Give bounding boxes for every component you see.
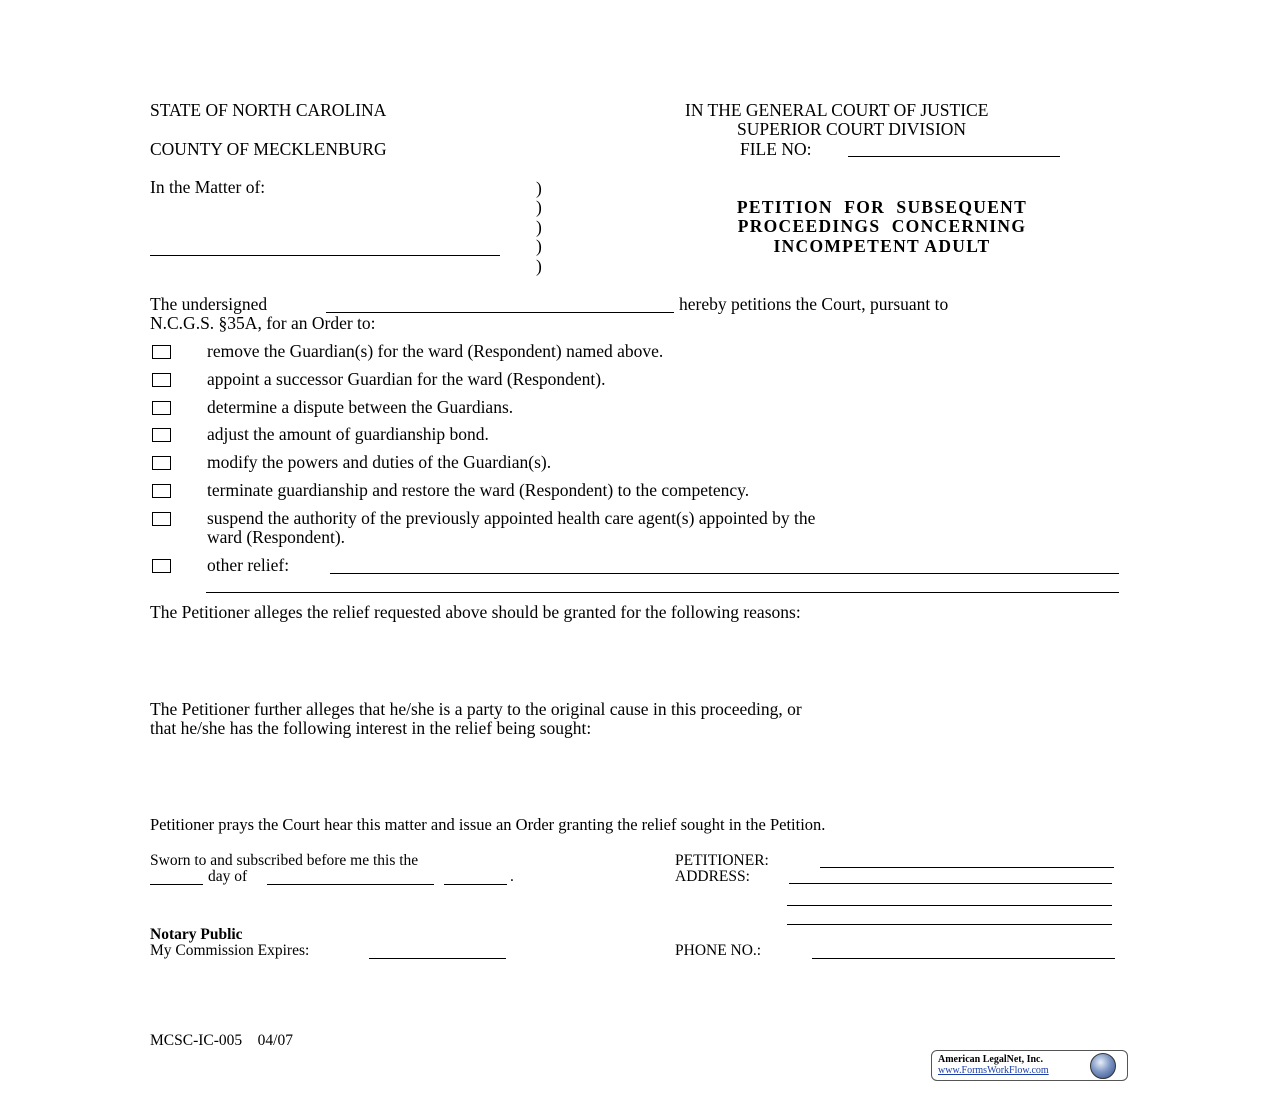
respondent-name-field[interactable] — [150, 255, 500, 256]
option-remove-guardian: remove the Guardian(s) for the ward (Respondent) named above. — [207, 341, 664, 361]
checkbox-other-relief[interactable] — [152, 559, 171, 573]
petitioner-label: PETITIONER: — [675, 852, 769, 869]
statute-text: N.C.G.S. §35A, for an Order to: — [150, 313, 376, 333]
interest-text-line1: The Petitioner further alleges that he/she is a party to the original cause in this proceeding, or — [150, 699, 802, 719]
petition-title-line: PETITION FOR SUBSEQUENT — [736, 197, 1028, 217]
prayer-text: Petitioner prays the Court hear this matter and issue an Order granting the relief sought in the Petition. — [150, 815, 826, 834]
address-label: ADDRESS: — [675, 868, 750, 885]
option-suspend-authority-cont: ward (Respondent). — [207, 527, 346, 547]
interest-text-line2: that he/she has the following interest in the relief being sought: — [150, 718, 592, 738]
option-adjust-bond: adjust the amount of guardianship bond. — [207, 424, 489, 444]
year-field[interactable] — [444, 884, 507, 885]
checkbox-remove-guardian[interactable] — [152, 345, 171, 359]
form-number: MCSC-IC-005 04/07 — [150, 1032, 293, 1049]
petitions-text: hereby petitions the Court, pursuant to — [679, 294, 949, 314]
caption-paren: ) — [536, 236, 542, 256]
court-division: SUPERIOR COURT DIVISION — [737, 119, 967, 139]
checkbox-terminate-guardianship[interactable] — [152, 484, 171, 498]
month-field[interactable] — [267, 884, 434, 885]
caption-paren: ) — [536, 256, 542, 276]
option-other-relief: other relief: — [207, 555, 290, 575]
day-of-text: day of — [208, 868, 248, 885]
option-appoint-successor: appoint a successor Guardian for the ward (Respondent). — [207, 369, 606, 389]
americanlegalnet-logo[interactable] — [931, 1050, 1128, 1081]
option-determine-dispute: determine a dispute between the Guardians. — [207, 397, 514, 417]
file-no-field[interactable] — [848, 156, 1060, 157]
phone-label: PHONE NO.: — [675, 942, 762, 959]
option-terminate-guardianship: terminate guardianship and restore the ward (Respondent) to the competency. — [207, 480, 750, 500]
globe-icon — [1090, 1053, 1116, 1079]
commission-label: My Commission Expires: — [150, 942, 310, 959]
checkbox-suspend-authority[interactable] — [152, 512, 171, 526]
logo-url-link[interactable]: www.FormsWorkFlow.com — [938, 1065, 1049, 1076]
day-number-field[interactable] — [150, 884, 203, 885]
caption-paren: ) — [536, 217, 542, 237]
county-name: COUNTY OF MECKLENBURG — [150, 139, 387, 159]
option-modify-powers: modify the powers and duties of the Guardian(s). — [207, 452, 552, 472]
option-suspend-authority: suspend the authority of the previously appointed health care agent(s) appointed by the — [207, 508, 816, 528]
address-field-line3[interactable] — [787, 924, 1112, 925]
reasons-text: The Petitioner alleges the relief requested above should be granted for the following reasons: — [150, 602, 801, 622]
address-field-line1[interactable] — [789, 883, 1112, 884]
phone-field[interactable] — [812, 958, 1115, 959]
state-name: STATE OF NORTH CAROLINA — [150, 100, 387, 120]
petition-title-line: PROCEEDINGS CONCERNING — [737, 216, 1027, 236]
petitioner-signature-field[interactable] — [820, 867, 1114, 868]
caption-paren: ) — [536, 178, 542, 198]
other-relief-field-line2[interactable] — [206, 592, 1119, 593]
caption-paren: ) — [536, 197, 542, 217]
other-relief-field[interactable] — [330, 573, 1119, 574]
notary-public-label: Notary Public — [150, 926, 243, 943]
in-the-matter-of: In the Matter of: — [150, 177, 266, 197]
checkbox-modify-powers[interactable] — [152, 456, 171, 470]
checkbox-appoint-successor[interactable] — [152, 373, 171, 387]
undersigned-label: The undersigned — [150, 294, 268, 314]
commission-expires-field[interactable] — [369, 958, 506, 959]
file-no-label: FILE NO: — [740, 139, 812, 159]
checkbox-adjust-bond[interactable] — [152, 428, 171, 442]
petition-title-line: INCOMPETENT ADULT — [773, 236, 991, 256]
petitioner-name-field[interactable] — [326, 312, 674, 313]
sworn-text: Sworn to and subscribed before me this the — [150, 852, 419, 869]
day-of-period: . — [510, 868, 514, 885]
logo-company: American LegalNet, Inc. — [938, 1054, 1043, 1065]
checkbox-determine-dispute[interactable] — [152, 401, 171, 415]
address-field-line2[interactable] — [787, 905, 1112, 906]
court-name: IN THE GENERAL COURT OF JUSTICE — [685, 100, 989, 120]
